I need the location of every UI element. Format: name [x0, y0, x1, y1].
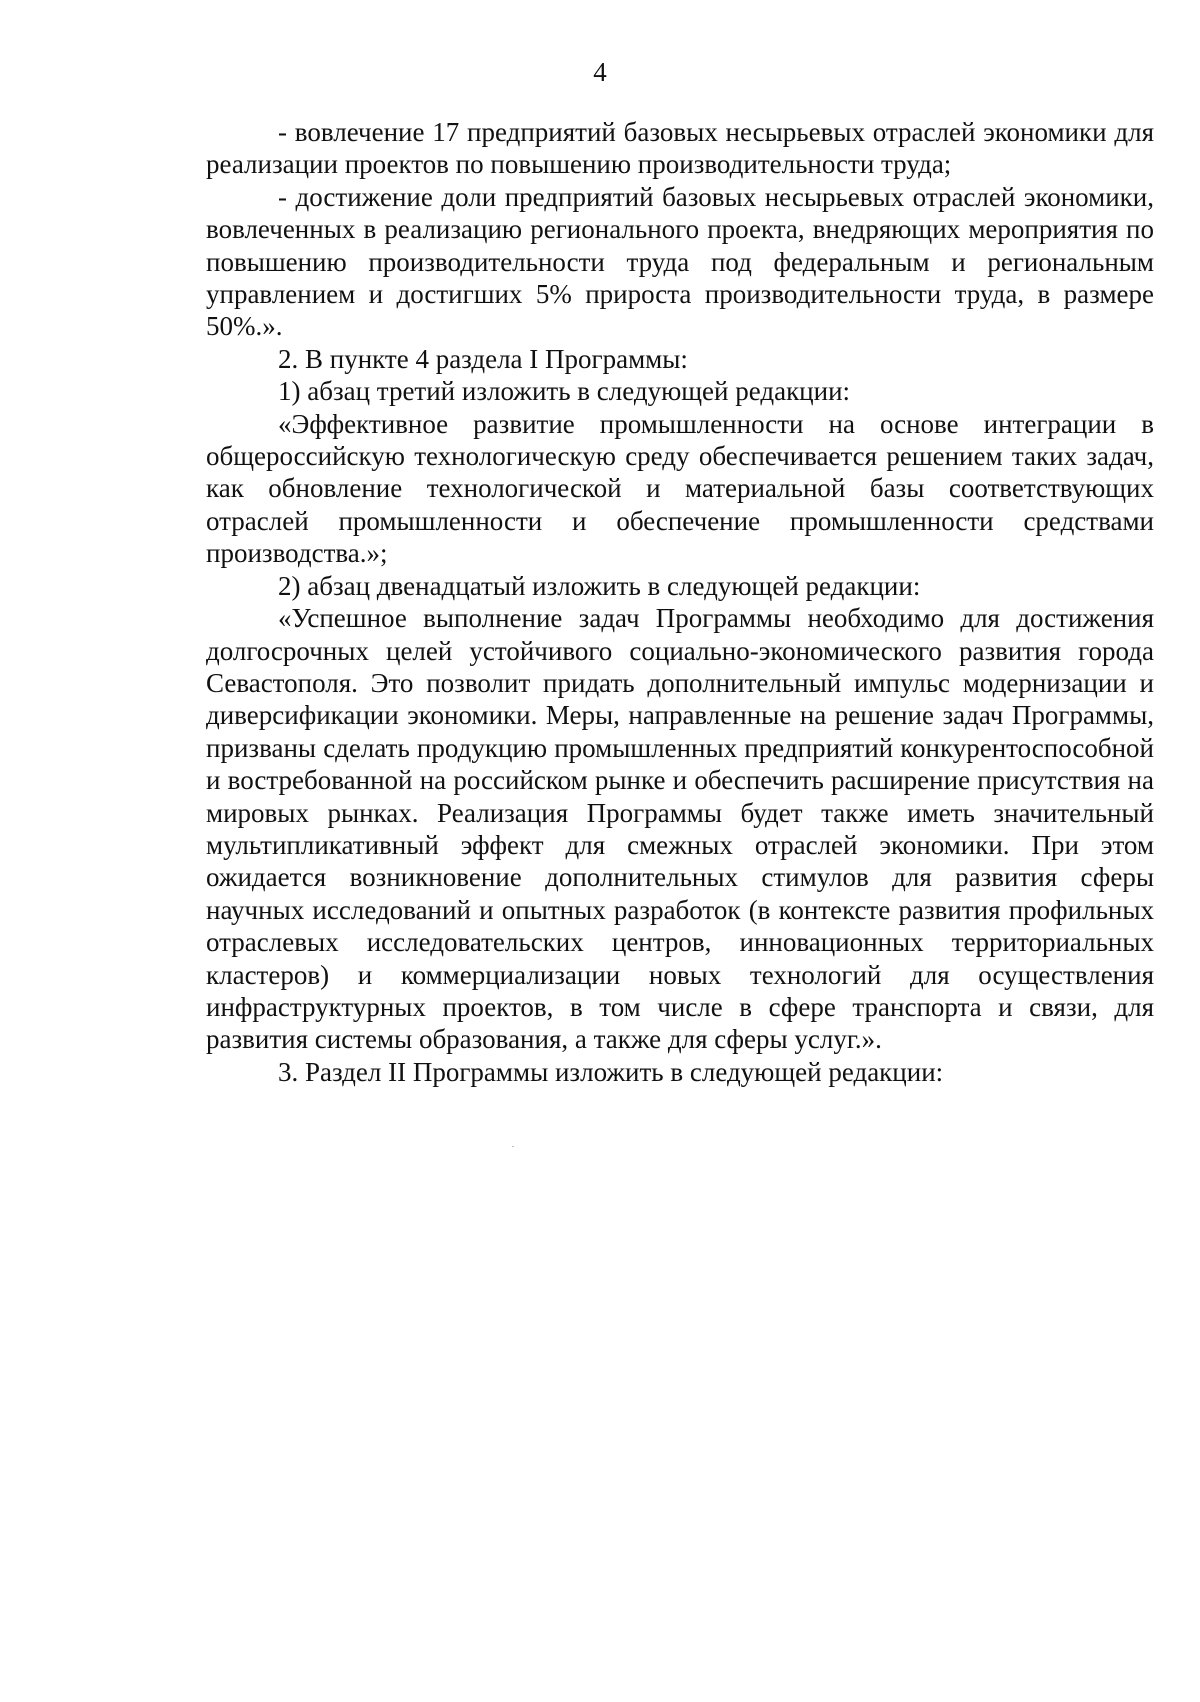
document-body	[206, 116, 1154, 1088]
page-number: 4	[593, 57, 607, 87]
paragraph-share-enterprises: - достижение доли предприятий базовых несырьевых отраслей экономики, вовлеченных в реализацию регионального проекта, внедряющих мероприятия по повышению производительности труда под федеральным и региональным управлением и достигших 5% прироста производительности труда, в размере 50%.».	[206, 181, 1154, 342]
paragraph-involvement-enterprises: - вовлечение 17 предприятий базовых несырьевых отраслей экономики для реализации проектов по повышению производительности труда;	[206, 117, 1154, 180]
paragraph-subitem-1: 1) абзац третий изложить в следующей редакции:	[278, 376, 851, 407]
paragraph-subitem-2: 2) абзац двенадцатый изложить в следующей редакции:	[278, 570, 921, 601]
scan-speck	[512, 1146, 514, 1147]
paragraph-quote-effective-development: «Эффективное развитие промышленности на основе интеграции в общероссийскую технологическую среду обеспечивается решением таких задач, как обновление технологической и материальной базы соответствующих отраслей промышленности и обеспечение промышленности средствами производства.»;	[206, 408, 1154, 569]
paragraph-quote-successful-execution: «Успешное выполнение задач Программы необходимо для достижения долгосрочных целей устойчивого социально-экономического развития города Севастополя. Это позволит придать дополнительный импульс модернизации и диверсификации экономики. Меры, направленные на решение задач Программы, призваны сделать продукцию промышленных предприятий конкурентоспособной и востребованной на российском рынке и обеспечить расширение присутствия на мировых рынках. Реализация Программы будет также иметь значительный мультипликативный эффект для смежных отраслей экономики. При этом ожидается возникновение дополнительных стимулов для развития сферы научных исследований и опытных разработок (в контексте развития профильных отраслевых исследовательских центров, инновационных территориальных кластеров) и коммерциализации новых технологий для осуществления инфраструктурных проектов, в том числе в сфере транспорта и связи, для развития системы образования, а также для сферы услуг.».	[206, 603, 1154, 1055]
paragraph-item-3-heading: 3. Раздел II Программы изложить в следующей редакции:	[278, 1056, 944, 1087]
paragraph-item-2-heading: 2. В пункте 4 раздела I Программы:	[278, 343, 688, 374]
